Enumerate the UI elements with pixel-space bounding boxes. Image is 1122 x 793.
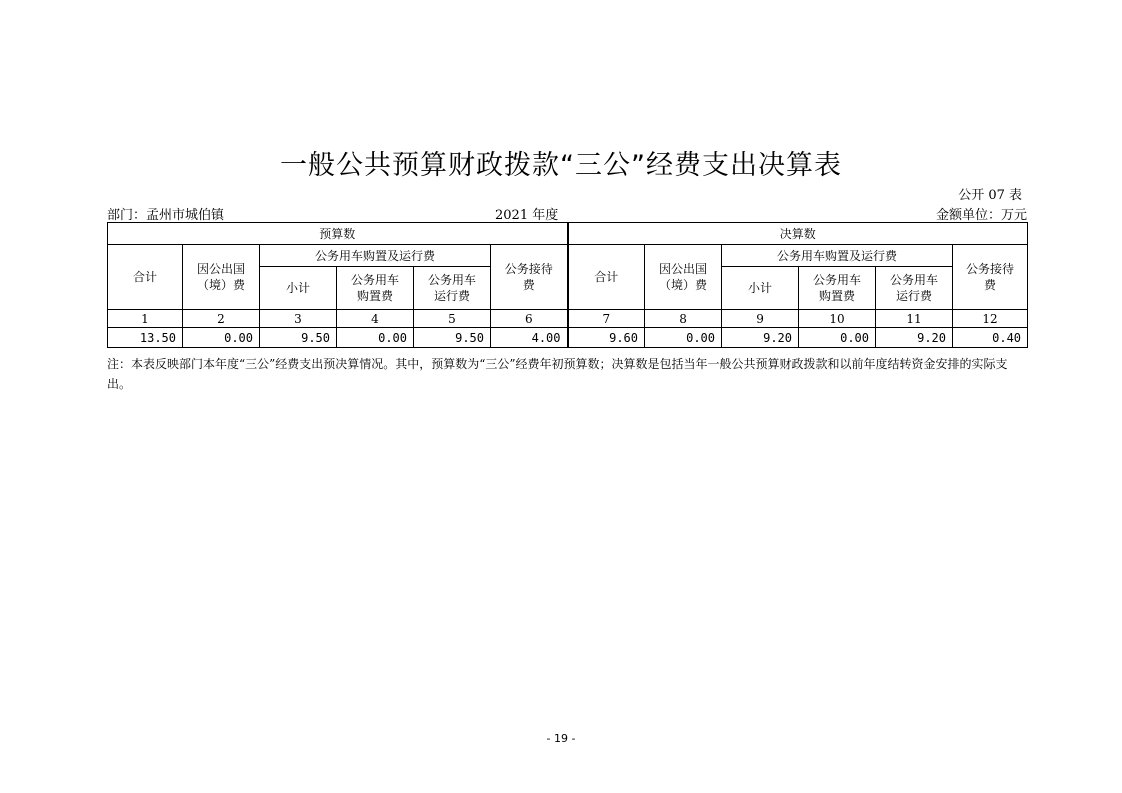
final-total-header: 合计	[568, 245, 645, 310]
value-cell: 9.50	[414, 328, 491, 348]
budget-subtotal-header: 小计	[260, 267, 337, 310]
value-cell: 9.20	[722, 328, 799, 348]
table-row	[108, 310, 1028, 328]
unit-label: 金额单位：万元	[935, 208, 1027, 223]
table-row	[108, 328, 1028, 348]
budget-total-header: 合计	[108, 245, 183, 310]
budget-group-header: 预算数	[108, 223, 568, 245]
value-cell: 0.00	[799, 328, 876, 348]
index-cell: 9	[722, 310, 799, 328]
budget-reception-header: 公务接待 费	[491, 245, 568, 310]
final-group-header: 决算数	[568, 223, 1028, 245]
header-row-columns	[108, 245, 1028, 267]
index-cell: 6	[491, 310, 568, 328]
value-cell: 13.50	[108, 328, 183, 348]
final-abroad-header: 因公出国 （境）费	[645, 245, 722, 310]
index-cell: 4	[337, 310, 414, 328]
index-cell: 3	[260, 310, 337, 328]
index-cell: 10	[799, 310, 876, 328]
final-purchase-header: 公务用车 购置费	[799, 267, 876, 310]
final-vehicle-group-header: 公务用车购置及运行费	[722, 245, 953, 267]
value-cell: 4.00	[491, 328, 568, 348]
department-label: 部门：孟州市城伯镇	[107, 208, 225, 223]
final-operation-header: 公务用车 运行费	[876, 267, 953, 310]
value-cell: 9.50	[260, 328, 337, 348]
value-cell: 9.60	[568, 328, 645, 348]
index-cell: 5	[414, 310, 491, 328]
index-cell: 11	[876, 310, 953, 328]
value-cell: 9.20	[876, 328, 953, 348]
table-note: 注：本表反映部门本年度“三公”经费支出预决算情况。其中，预算数为“三公”经费年初预算数；决算数是包括当年一般公共预算财政拨款和以前年度结转资金安排的实际支出。	[107, 357, 1008, 391]
budget-operation-header: 公务用车 运行费	[414, 267, 491, 310]
index-cell: 8	[645, 310, 722, 328]
value-cell: 0.00	[337, 328, 414, 348]
final-subtotal-header: 小计	[722, 267, 799, 310]
value-cell: 0.00	[645, 328, 722, 348]
value-cell: 0.40	[953, 328, 1028, 348]
index-cell: 12	[953, 310, 1028, 328]
year-label: 2021 年度	[495, 208, 559, 223]
value-cell: 0.00	[183, 328, 260, 348]
index-cell: 2	[183, 310, 260, 328]
budget-vehicle-group-header: 公务用车购置及运行费	[260, 245, 491, 267]
page-number: - 19 -	[546, 732, 576, 745]
page-title: 一般公共预算财政拨款“三公”经费支出决算表	[280, 150, 842, 181]
header-row-groups	[108, 223, 1028, 245]
budget-abroad-header: 因公出国 （境）费	[183, 245, 260, 310]
budget-purchase-header: 公务用车 购置费	[337, 267, 414, 310]
form-code: 公开 07 表	[958, 188, 1022, 203]
meta-row	[107, 204, 1027, 222]
final-reception-header: 公务接待 费	[953, 245, 1028, 310]
index-cell: 1	[108, 310, 183, 328]
index-cell: 7	[568, 310, 645, 328]
three-public-expense-table	[107, 222, 1028, 348]
